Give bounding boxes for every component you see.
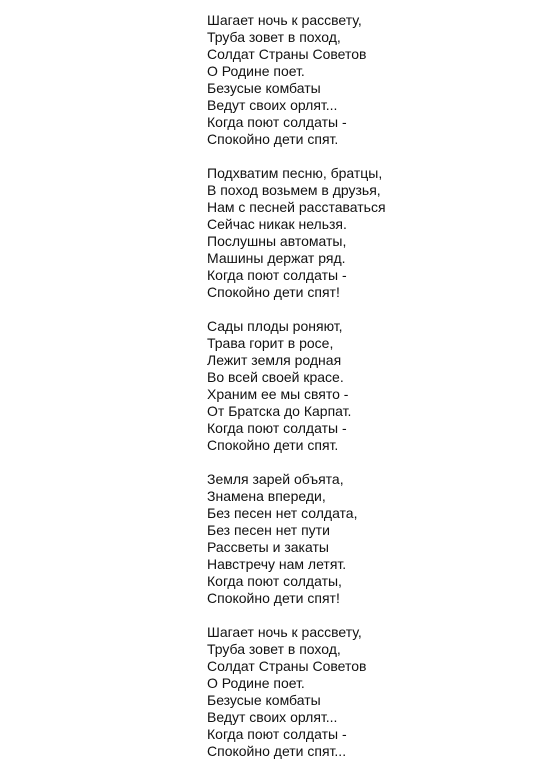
- poem-line: Без песен нет солдата,: [207, 505, 358, 521]
- poem-line: Когда поют солдаты -: [207, 267, 347, 283]
- poem-text: [207, 12, 386, 760]
- poem-line: Спокойно дети спят!: [207, 590, 340, 606]
- poem-line: Лежит земля родная: [207, 352, 342, 368]
- poem-line: В поход возьмем в друзья,: [207, 182, 381, 198]
- poem-line: Трава горит в росе,: [207, 335, 334, 351]
- stanza-1: [207, 12, 386, 148]
- poem-line: Шагает ночь к рассвету,: [207, 624, 362, 640]
- poem-line: Сейчас никак нельзя.: [207, 216, 347, 232]
- poem-line: Без песен нет пути: [207, 522, 330, 538]
- poem-line: Солдат Страны Советов: [207, 46, 367, 62]
- poem-line: Послушны автоматы,: [207, 233, 347, 249]
- poem-line: О Родине поет.: [207, 675, 305, 691]
- poem-line: Когда поют солдаты,: [207, 573, 342, 589]
- poem-line: Во всей своей красе.: [207, 369, 344, 385]
- poem-line: О Родине поет.: [207, 63, 305, 79]
- stanza-2: [207, 165, 386, 301]
- stanza-3: [207, 318, 386, 454]
- poem-line: Рассветы и закаты: [207, 539, 329, 555]
- poem-line: Труба зовет в поход,: [207, 641, 341, 657]
- stanza-5: [207, 624, 386, 760]
- poem-line: Спокойно дети спят!: [207, 284, 340, 300]
- poem-line: Знамена впереди,: [207, 488, 326, 504]
- poem-line: Храним ее мы свято -: [207, 386, 349, 402]
- poem-line: Машины держат ряд.: [207, 250, 346, 266]
- poem-line: Труба зовет в поход,: [207, 29, 341, 45]
- poem-line: Нам с песней расставаться: [207, 199, 386, 215]
- poem-line: От Братска до Карпат.: [207, 403, 352, 419]
- poem-line: Сады плоды роняют,: [207, 318, 343, 334]
- poem-line: Шагает ночь к рассвету,: [207, 12, 362, 28]
- poem-line: Когда поют солдаты -: [207, 726, 347, 742]
- poem-line: Ведут своих орлят...: [207, 97, 338, 113]
- poem-line: Спокойно дети спят...: [207, 743, 347, 759]
- poem-line: Безусые комбаты: [207, 80, 321, 96]
- poem-line: Солдат Страны Советов: [207, 658, 367, 674]
- poem-line: Когда поют солдаты -: [207, 114, 347, 130]
- poem-line: Земля зарей объята,: [207, 471, 344, 487]
- stanza-4: [207, 471, 386, 607]
- poem-line: Ведут своих орлят...: [207, 709, 338, 725]
- poem-line: Спокойно дети спят.: [207, 437, 339, 453]
- poem-line: Подхватим песню, братцы,: [207, 165, 383, 181]
- poem-line: Спокойно дети спят.: [207, 131, 339, 147]
- poem-line: Навстречу нам летят.: [207, 556, 347, 572]
- poem-line: Когда поют солдаты -: [207, 420, 347, 436]
- poem-line: Безусые комбаты: [207, 692, 321, 708]
